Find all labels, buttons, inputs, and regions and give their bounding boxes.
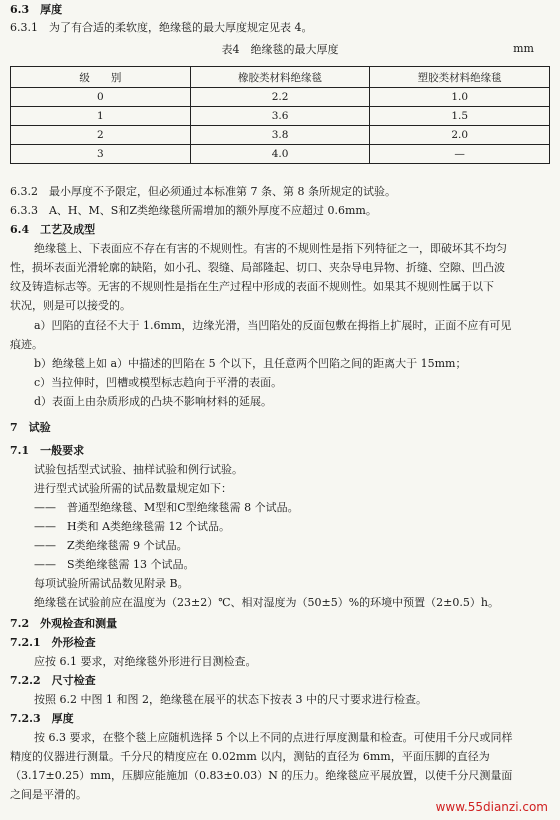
paragraph-line: 之间是平滑的。 [10, 788, 87, 801]
section-6-3-heading [10, 2, 550, 18]
paragraph-line: 绝缘毯上、下表面应不存在有害的不规则性。有害的不规则性是指下列特征之一，即破坏其不均匀 [34, 242, 507, 255]
table-cell: 2.2 [190, 88, 370, 107]
table-cell: 1 [11, 107, 191, 126]
section-number: 6.3 [10, 3, 30, 16]
list-item-b: b）绝缘毯上如 a）中描述的凹陷在 5 个以下，且任意两个凹陷之间的距离大于 15mm； [34, 357, 467, 370]
list-item: —— H类和 A类绝缘毯需 12 个试品。 [34, 520, 231, 533]
paragraph-6-3-3: 6.3.3 A、H、M、S和Z类绝缘毯所需增加的额外厚度不应超过 0.6mm。 [10, 204, 377, 217]
list-item-c: c）当拉伸时，凹槽或模型标志趋向于平滑的表面。 [34, 376, 283, 389]
paragraph-line: 精度的仪器进行测量。千分尺的精度应在 0.02mm 以内，测钻的直径为 6mm，平面压脚的直径为 [10, 750, 490, 763]
section-title: 厚度 [40, 3, 63, 16]
table-cell: 1.5 [370, 107, 550, 126]
list-item: —— Z类绝缘毯需 9 个试品。 [34, 539, 188, 552]
section-6-4-heading: 6.4 工艺及成型 [10, 223, 96, 236]
section-7-2-1-heading: 7.2.1 外形检查 [10, 636, 96, 649]
list-item: —— S类绝缘毯需 13 个试品。 [34, 558, 195, 571]
paragraph-7-2-2: 按照 6.2 中图 1 和图 2，绝缘毯在展平的状态下按表 3 中的尺寸要求进行检查。 [34, 693, 427, 706]
section-7-heading: 7 试验 [10, 421, 51, 434]
table-cell: 4.0 [190, 145, 370, 164]
list-item: —— 普通型绝缘毯、M型和C型绝缘毯需 8 个试品。 [34, 501, 299, 514]
table-caption: 表4 绝缘毯的最大厚度 [221, 43, 339, 56]
paragraph-line: （3.17±0.25）mm，压脚应能施加（0.83±0.03）N 的压力。绝缘毯应平展放置，以使千分尺测量面 [10, 769, 513, 782]
table-header-cell: 塑胶类材料绝缘毯 [370, 67, 550, 88]
table-cell: 3.6 [190, 107, 370, 126]
paragraph-7-2-1: 应按 6.1 要求，对绝缘毯外形进行目测检查。 [34, 655, 257, 668]
table-cell: — [370, 145, 550, 164]
paragraph-line: 性，损坏表面光滑轮廓的缺陷，如小孔、裂缝、局部隆起、切口、夹杂导电异物、折缝、空隙、凹凸波 [10, 261, 505, 274]
section-7-1-heading: 7.1 一般要求 [10, 444, 85, 457]
table-row [11, 107, 550, 126]
list-item-a-cont: 痕迹。 [10, 338, 43, 351]
table-cell: 2 [11, 126, 191, 145]
table-unit: mm [513, 42, 534, 55]
section-7-2-2-heading: 7.2.2 尺寸检查 [10, 674, 96, 687]
section-7-2-3-heading: 7.2.3 厚度 [10, 712, 74, 725]
table-cell: 2.0 [370, 126, 550, 145]
paragraph-line: 试验包括型式试验、抽样试验和例行试验。 [34, 463, 243, 476]
table-header-cell: 级 别 [11, 67, 191, 88]
paragraph-6-3-1: 6.3.1 为了有合适的柔软度，绝缘毯的最大厚度规定见表 4。 [10, 21, 313, 34]
table-row [11, 126, 550, 145]
site-watermark: www.55dianzi.com [435, 800, 548, 814]
list-item-a: a）凹陷的直径不大于 1.6mm，边缘光滑，当凹陷处的反面包敷在拇指上扩展时，正面不应有可见 [34, 319, 512, 332]
table-cell: 3 [11, 145, 191, 164]
table-cell: 0 [11, 88, 191, 107]
list-item-d: d）表面上由杂质形成的凸块不影响材料的延展。 [34, 395, 273, 408]
section-7-2-heading: 7.2 外观检查和测量 [10, 617, 118, 630]
paragraph-line: 进行型式试验所需的试品数量规定如下： [34, 482, 232, 495]
paragraph-line: 按 6.3 要求，在整个毯上应随机选择 5 个以上不同的点进行厚度测量和检查。可使用千分尺或同样 [34, 731, 513, 744]
table-row [11, 88, 550, 107]
table-header-cell: 橡胶类材料绝缘毯 [190, 67, 370, 88]
table-cell: 3.8 [190, 126, 370, 145]
paragraph-line: 绝缘毯在试验前应在温度为（23±2）℃、相对湿度为（50±5）%的环境中预置（2±0.5）h。 [34, 596, 499, 609]
table-cell: 1.0 [370, 88, 550, 107]
max-thickness-table [10, 66, 550, 164]
paragraph-line: 每项试验所需试品数见附录 B。 [34, 577, 189, 590]
paragraph-line: 状况，则是可以接受的。 [10, 299, 131, 312]
paragraph-6-3-2: 6.3.2 最小厚度不予限定，但必须通过本标准第 7 条、第 8 条所规定的试验。 [10, 185, 396, 198]
table-header-row [11, 67, 550, 88]
table-row [11, 145, 550, 164]
paragraph-line: 纹及铸造标志等。无害的不规则性是指在生产过程中形成的表面不规则性。如果其不规则性属于以下 [10, 280, 494, 293]
